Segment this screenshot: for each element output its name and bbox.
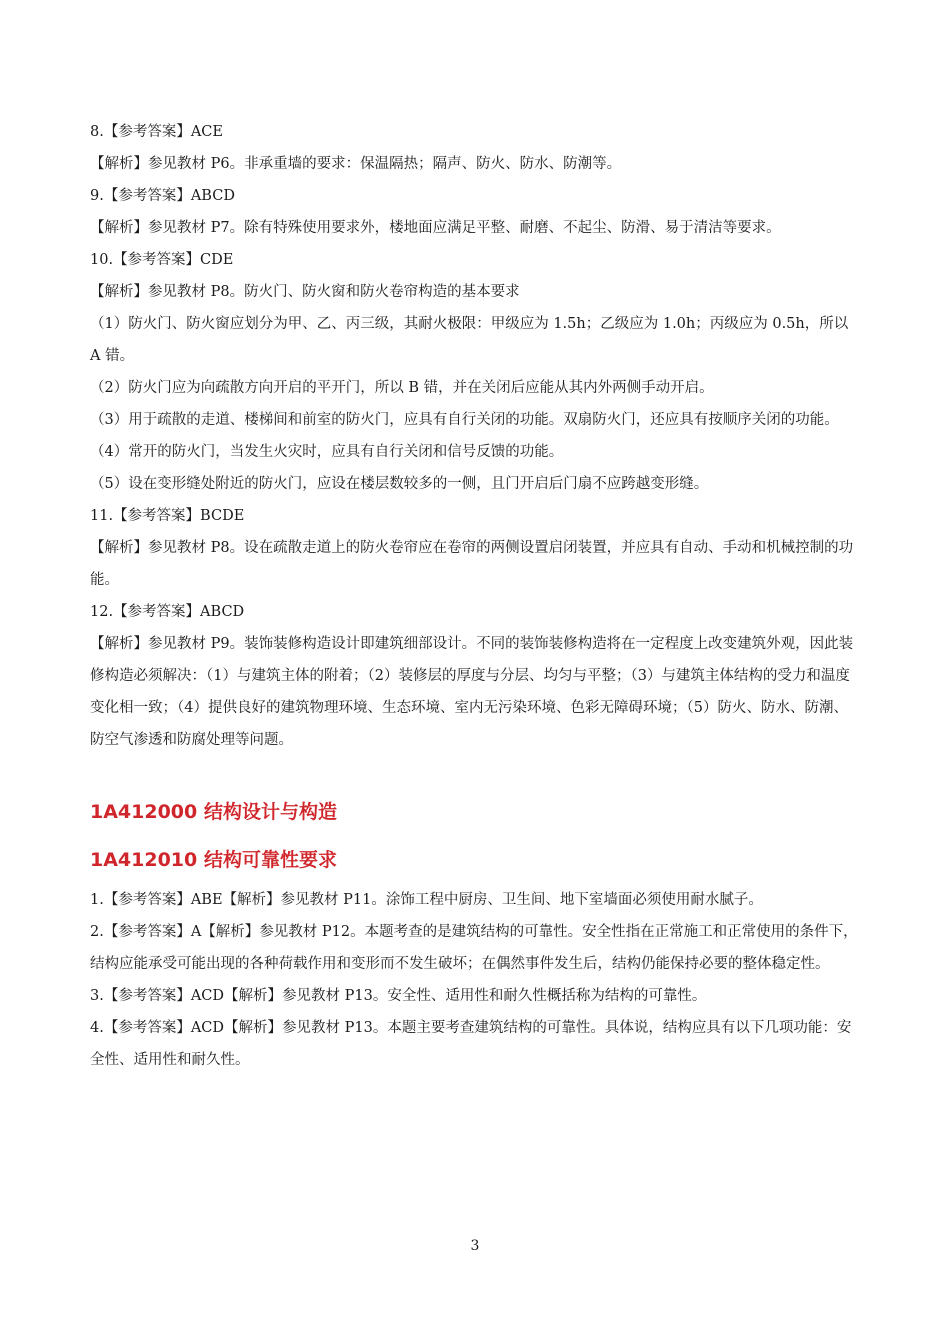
answer-line: 8.【参考答案】ACE bbox=[90, 124, 223, 140]
section-title: 结构可靠性要求 bbox=[204, 849, 338, 871]
chapter-heading bbox=[90, 788, 862, 836]
explanation-item: （3）用于疏散的走道、楼梯间和前室的防火门，应具有自行关闭的功能。双扇防火门，还应具有按顺序关闭的功能。 bbox=[90, 412, 839, 428]
answer-line: 11.【参考答案】BCDE bbox=[90, 508, 245, 524]
explanation-item: （5）设在变形缝处附近的防火门，应设在楼层数较多的一侧，且门开启后门扇不应跨越变形缝。 bbox=[90, 476, 709, 492]
explanation-item: （4）常开的防火门，当发生火灾时，应具有自行关闭和信号反馈的功能。 bbox=[90, 444, 564, 460]
answer-explanation: 2.【参考答案】A【解析】参见教材 P12。本题考查的是建筑结构的可靠性。安全性指在正常施工和正常使用的条件下，结构应能承受可能出现的各种荷载作用和变形而不发生破坏；在偶然事件发生后，结构仍能保持必要的整体稳定性。 bbox=[90, 924, 858, 972]
explanation-line: 【解析】参见教材 P7。除有特殊使用要求外，楼地面应满足平整、耐磨、不起尘、防滑、易于清洁等要求。 bbox=[90, 220, 781, 236]
explanation-line: 【解析】参见教材 P9。装饰装修构造设计即建筑细部设计。不同的装饰装修构造将在一定程度上改变建筑外观，因此装修构造必须解决：（1）与建筑主体的附着；（2）装修层的厚度与分层、均匀与平整；（3）与建筑主体结构的受力和温度变化相一致；（4）提供良好的建筑物理环境、生态环境、室内无污染环境、色彩无障碍环境；（5）防火、防水、防潮、防空气渗透和防腐处理等问题。 bbox=[90, 636, 854, 748]
explanation-line: 【解析】参见教材 P8。设在疏散走道上的防火卷帘应在卷帘的两侧设置启闭装置，并应具有自动、手动和机械控制的功能。 bbox=[90, 540, 854, 588]
section-code: 1A412010 bbox=[90, 849, 198, 871]
answer-line: 10.【参考答案】CDE bbox=[90, 252, 234, 268]
explanation-line: 【解析】参见教材 P8。防火门、防火窗和防火卷帘构造的基本要求 bbox=[90, 284, 520, 300]
answer-explanation: 3.【参考答案】ACD【解析】参见教材 P13。安全性、适用性和耐久性概括称为结构的可靠性。 bbox=[90, 988, 707, 1004]
answer-line: 12.【参考答案】ABCD bbox=[90, 604, 245, 620]
chapter-code: 1A412000 bbox=[90, 801, 198, 823]
explanation-item: （1）防火门、防火窗应划分为甲、乙、丙三级，其耐火极限：甲级应为 1.5h；乙级应为 1.0h；丙级应为 0.5h，所以 A 错。 bbox=[90, 316, 849, 364]
page-number: 3 bbox=[470, 1238, 480, 1254]
document-body bbox=[90, 116, 862, 1076]
answer-line: 9.【参考答案】ABCD bbox=[90, 188, 235, 204]
explanation-line: 【解析】参见教材 P6。非承重墙的要求：保温隔热；隔声、防火、防水、防潮等。 bbox=[90, 156, 622, 172]
answer-explanation: 4.【参考答案】ACD【解析】参见教材 P13。本题主要考查建筑结构的可靠性。具体说，结构应具有以下几项功能：安全性、适用性和耐久性。 bbox=[90, 1020, 852, 1068]
chapter-title: 结构设计与构造 bbox=[204, 801, 338, 823]
section-heading bbox=[90, 836, 862, 884]
answer-explanation: 1.【参考答案】ABE【解析】参见教材 P11。涂饰工程中厨房、卫生间、地下室墙面必须使用耐水腻子。 bbox=[90, 892, 763, 908]
explanation-item: （2）防火门应为向疏散方向开启的平开门，所以 B 错，并在关闭后应能从其内外两侧手动开启。 bbox=[90, 380, 714, 396]
